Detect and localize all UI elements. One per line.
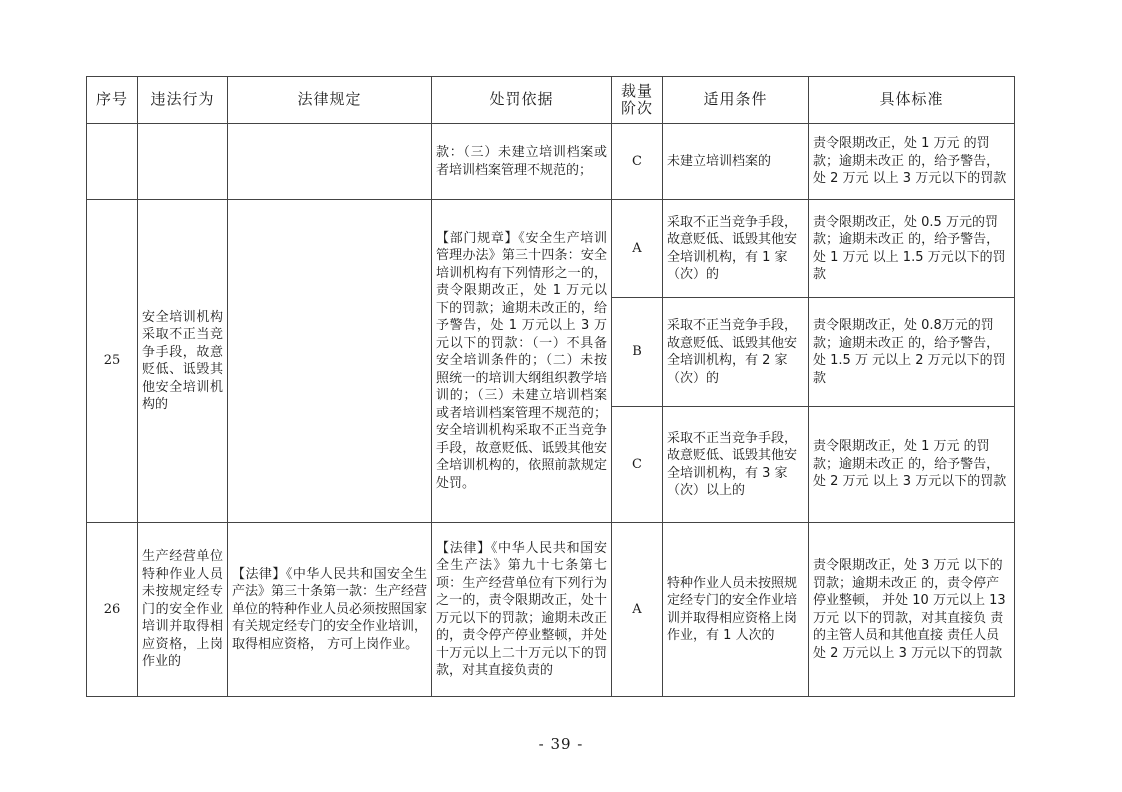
header-basis: 处罚依据 xyxy=(432,77,612,124)
cell-basis: 【部门规章】《安全生产培训管理办法》第三十四条：安全培训机构有下列情形之一的，责令限期改正，处 1 万元以下的罚款；逾期未改正的，给予警告，处 1 万元以上 3 万元以下的罚款：（一）不具备安全培训条件的；（二）未按照统一的培训大纲组织教学培训的；（三）未建立培训档案或者培训档案管理不规范的；安全培训机构采取不正当竞争手段，故意贬低、诋毁其他安全培训机构的，依照前款规定处罚。 xyxy=(432,200,612,523)
cell-standard: 责令限期改正，处 0.5 万元的罚款；逾期未改正 的，给予警告，处 1 万元 以上 1.5 万元以下的罚款 xyxy=(809,200,1015,298)
header-seq: 序号 xyxy=(87,77,138,124)
header-law: 法律规定 xyxy=(228,77,432,124)
table-row-25-a xyxy=(87,200,1015,298)
cell-seq: 26 xyxy=(87,523,138,697)
cell-seq: 25 xyxy=(87,200,138,523)
cell-grade: C xyxy=(612,407,663,523)
header-grade: 裁量阶次 xyxy=(612,77,663,124)
cell-law xyxy=(228,124,432,200)
header-row xyxy=(87,77,1015,124)
cell-condition: 未建立培训档案的 xyxy=(663,124,809,200)
cell-violation: 生产经营单位特种作业人员未按规定经专门的安全作业培训并取得相应资格，上岗作业的 xyxy=(138,523,228,697)
header-standard: 具体标准 xyxy=(809,77,1015,124)
cell-grade: C xyxy=(612,124,663,200)
penalty-standards-table xyxy=(86,76,1015,697)
cell-grade: A xyxy=(612,200,663,298)
cell-basis: 款：（三）未建立培训档案或者培训档案管理不规范的； xyxy=(432,124,612,200)
cell-law xyxy=(228,200,432,523)
cell-standard: 责令限期改正，处 1 万元 的罚款；逾期未改正 的，给予警告，处 2 万元 以上 3 万元以下的罚款 xyxy=(809,407,1015,523)
cell-condition: 采取不正当竞争手段，故意贬低、诋毁其他安全培训机构，有 3 家（次）以上的 xyxy=(663,407,809,523)
cell-law: 【法律】《中华人民共和国安全生产法》第三十条第一款：生产经营单位的特种作业人员必须按照国家有关规定经专门的安全作业培训，取得相应资格， 方可上岗作业。 xyxy=(228,523,432,697)
page-number: - 39 - xyxy=(538,735,584,753)
table-row-26 xyxy=(87,523,1015,697)
cell-condition: 特种作业人员未按照规定经专门的安全作业培训并取得相应资格上岗作业，有 1 人次的 xyxy=(663,523,809,697)
header-condition: 适用条件 xyxy=(663,77,809,124)
cell-standard: 责令限期改正，处 0.8万元的罚款；逾期未改正 的，给予警告，处 1.5 万 元以上 2 万元以下的罚款 xyxy=(809,298,1015,407)
cell-seq xyxy=(87,124,138,200)
cell-grade: B xyxy=(612,298,663,407)
cell-grade: A xyxy=(612,523,663,697)
table-row-continued xyxy=(87,124,1015,200)
cell-standard: 责令限期改正，处 1 万元 的罚款；逾期未改正 的，给予警告，处 2 万元 以上 3 万元以下的罚款 xyxy=(809,124,1015,200)
cell-condition: 采取不正当竞争手段，故意贬低、诋毁其他安全培训机构，有 1 家（次）的 xyxy=(663,200,809,298)
header-violation: 违法行为 xyxy=(138,77,228,124)
cell-standard: 责令限期改正，处 3 万元 以下的罚款；逾期未改正 的，责令停产停业整顿， 并处 10 万元以上 13 万元 以下的罚款，对其直接负 责的主管人员和其他直接 责任人员处 2 万元以上 3 万元以下的罚款 xyxy=(809,523,1015,697)
cell-violation: 安全培训机构采取不正当竞争手段，故意贬低、诋毁其他安全培训机构的 xyxy=(138,200,228,523)
cell-condition: 采取不正当竞争手段，故意贬低、诋毁其他安全培训机构，有 2 家（次）的 xyxy=(663,298,809,407)
cell-basis: 【法律】《中华人民共和国安全生产法》第九十七条第七项：生产经营单位有下列行为之一的，责令限期改正，处十万元以下的罚款；逾期未改正的，责令停产停业整顿，并处十万元以上二十万元以下的罚款，对其直接负责的 xyxy=(432,523,612,697)
cell-violation xyxy=(138,124,228,200)
